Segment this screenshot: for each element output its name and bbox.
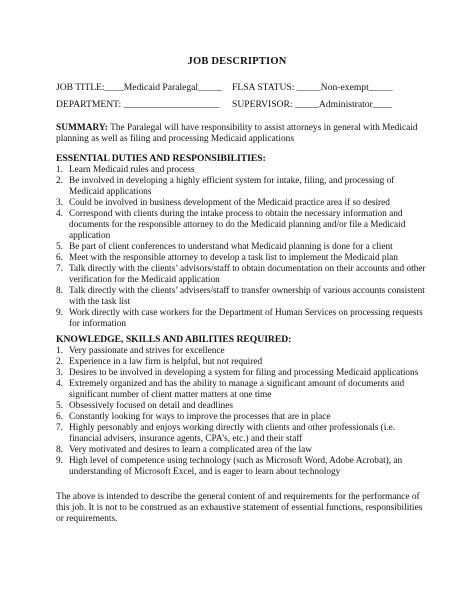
list-item-text: Experience in a law firm is helpful, but not required: [69, 357, 263, 367]
summary-label: SUMMARY:: [56, 123, 108, 133]
list-item: [56, 456, 428, 478]
list-item-number: 6.: [56, 253, 63, 263]
list-item-text: Correspond with clients during the intake process to obtain the necessary information and documents for the responsible attorney to do the Medicaid planning and/or file a Medicaid application: [69, 209, 406, 241]
list-item-text: Very passionate and strives for excellence: [69, 346, 225, 356]
list-item-text: Could be involved in business development of the Medicaid practice area if so desired: [69, 198, 390, 208]
list-item-number: 1.: [56, 346, 63, 356]
list-item-number: 3.: [56, 198, 63, 208]
list-item-number: 5.: [56, 242, 63, 252]
flsa-status-field: FLSA STATUS: _____Non-exempt_____: [232, 82, 393, 93]
list-item: [56, 242, 428, 253]
list-item-text: Learn Medicaid rules and process: [69, 165, 195, 175]
list-item-text: Very motivated and desires to learn a complicated area of the law: [69, 445, 312, 455]
department-field: DEPARTMENT: ____________________: [56, 99, 220, 110]
job-title-field: JOB TITLE:____Medicaid Paralegal_____: [56, 82, 223, 93]
list-item: [56, 445, 428, 456]
list-item-text: Be involved in developing a highly efficient system for intake, filing, and processing of Medicaid applications: [69, 176, 395, 197]
list-item-number: 1.: [56, 165, 63, 175]
list-item-text: Talk directly with the clients’ advisors/staff to obtain documentation on their accounts and other verification for the Medicaid application: [69, 264, 426, 285]
list-item: [56, 286, 428, 308]
list-item-text: High level of competence using technology (such as Microsoft Word, Adobe Acrobat), an understanding of Microsoft Excel, and is eager to learn about technology: [69, 456, 403, 477]
list-item-number: 9.: [56, 456, 63, 466]
list-item-text: Obsessively focused on detail and deadlines: [69, 401, 233, 411]
list-item: [56, 176, 428, 198]
list-item-text: Desires to be involved in developing a system for filing and processing Medicaid applications: [69, 368, 419, 378]
list-item-number: 3.: [56, 368, 63, 378]
duties-heading: ESSENTIAL DUTIES AND RESPONSIBILITIES:: [56, 153, 266, 164]
list-item-number: 2.: [56, 357, 63, 367]
list-item-number: 4.: [56, 379, 63, 389]
list-item-number: 8.: [56, 445, 63, 455]
list-item: [56, 423, 428, 445]
list-item: [56, 198, 428, 209]
list-item-number: 7.: [56, 423, 63, 433]
list-item-number: 6.: [56, 412, 63, 422]
duties-list: [56, 165, 428, 330]
closing-paragraph: The above is intended to describe the general content of and requirements for the performance of this job. It is not to be construed as an exhaustive statement of essential functions, responsibilities or requirements.: [56, 492, 423, 524]
summary-text: The Paralegal will have responsibility to assist attorneys in general with Medicaid planning as well as filing and processing Medicaid applications: [56, 123, 418, 144]
list-item-text: Work directly with case workers for the Department of Human Services on processing requests for information: [69, 308, 423, 329]
list-item-number: 8.: [56, 286, 63, 296]
list-item: [56, 379, 428, 401]
list-item-number: 2.: [56, 176, 63, 186]
list-item: [56, 357, 428, 368]
list-item-number: 4.: [56, 209, 63, 219]
list-item-text: Talk directly with the clients’ advisers/staff to transfer ownership of various accounts consistent with the task list: [69, 286, 425, 307]
document-title: JOB DESCRIPTION: [187, 56, 287, 67]
summary-paragraph: [56, 123, 428, 145]
list-item-text: Extremely organized and has the ability to manage a significant amount of documents and significant number of client matter matters at one time: [69, 379, 405, 400]
list-item-number: 7.: [56, 264, 63, 274]
list-item: [56, 253, 428, 264]
list-item-text: Meet with the responsible attorney to develop a task list to implement the Medicaid plan: [69, 253, 398, 263]
list-item-text: Constantly looking for ways to improve the processes that are in place: [69, 412, 331, 422]
skills-list: [56, 346, 428, 478]
list-item: [56, 165, 428, 176]
list-item: [56, 209, 428, 242]
skills-heading: KNOWLEDGE, SKILLS AND ABILITIES REQUIRED:: [56, 334, 292, 345]
list-item-number: 9.: [56, 308, 63, 318]
list-item-number: 5.: [56, 401, 63, 411]
supervisor-field: SUPERVISOR: _____Administrator____: [232, 99, 392, 110]
list-item-text: Highly personably and enjoys working directly with clients and other professionals (i.e. financial advisers, insurance agents, CPA’s, etc.) and their staff: [69, 423, 396, 444]
list-item: [56, 401, 428, 412]
list-item: [56, 412, 428, 423]
list-item: [56, 264, 428, 286]
list-item: [56, 346, 428, 357]
list-item: [56, 368, 428, 379]
list-item-text: Be part of client conferences to understand what Medicaid planning is done for a client: [69, 242, 393, 252]
list-item: [56, 308, 428, 330]
